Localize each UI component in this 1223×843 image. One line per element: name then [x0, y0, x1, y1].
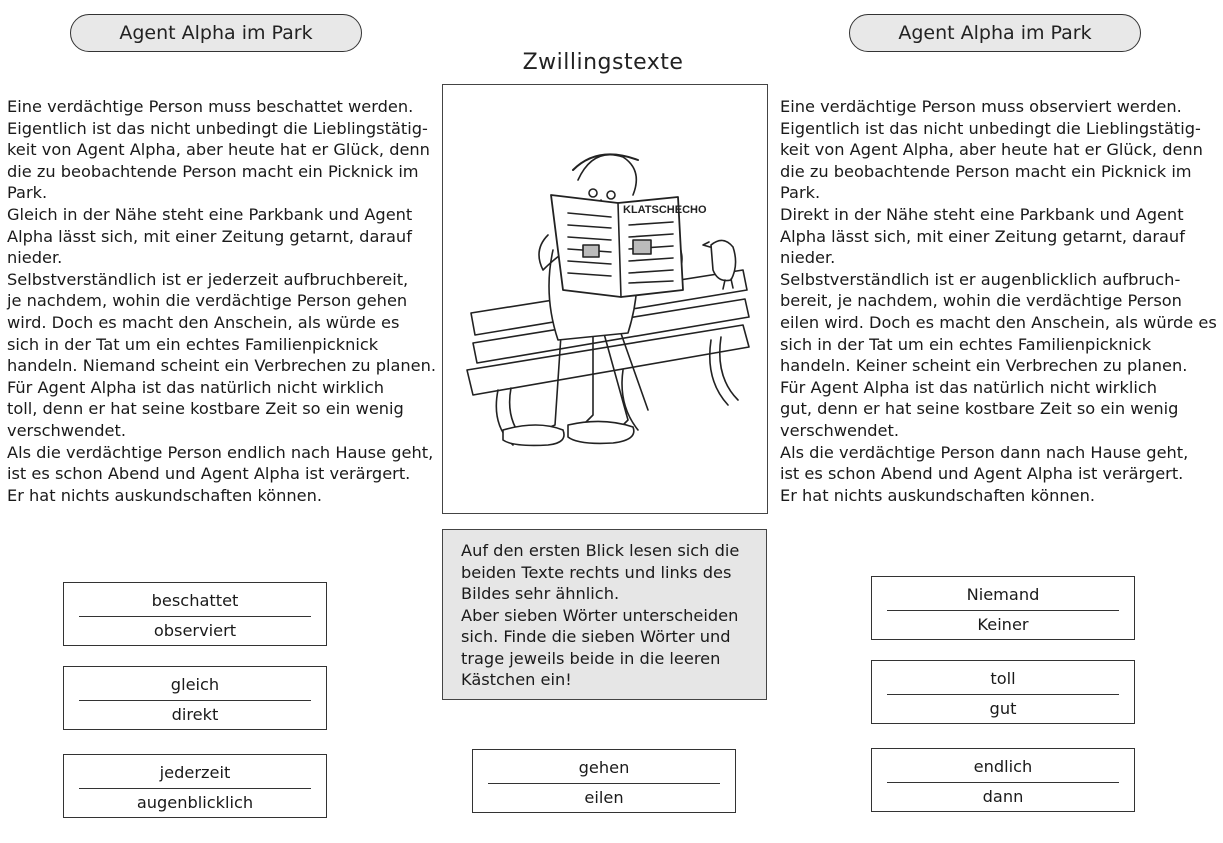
text-line: Gleich in der Nähe steht eine Parkbank und Agent [7, 204, 413, 224]
text-line: Selbstverständlich ist er jederzeit aufbruchbereit, [7, 269, 409, 289]
word-pair-right-word: gut [989, 699, 1017, 718]
word-pair-right-word: augenblicklich [136, 793, 254, 812]
left-text-block [7, 96, 437, 506]
text-line: Eigentlich ist das nicht unbedingt die Lieblingstätig- [7, 118, 428, 138]
text-line: verschwendet. [7, 420, 126, 440]
instruction-box [442, 529, 767, 700]
instruction-line: Bildes sehr ähnlich. [461, 584, 620, 603]
word-pair-right-word: direkt [171, 705, 219, 724]
instruction-line: trage jeweils beide in die leeren [461, 648, 721, 668]
text-line: verschwendet. [780, 420, 899, 440]
word-pair-left-word: toll [990, 669, 1016, 688]
man-reading-newspaper-on-bench-illustration [443, 85, 767, 513]
word-pair-box [63, 754, 327, 818]
word-pair-box [472, 749, 736, 813]
text-line: Er hat nichts auskundschaften können. [780, 485, 1096, 505]
word-pair-right-word: dann [982, 787, 1024, 806]
text-line: Park. [7, 183, 48, 203]
worksheet-title-left-text: Agent Alpha im Park [119, 22, 313, 44]
word-pair-right-word: eilen [584, 788, 624, 807]
word-pair-divider [79, 788, 311, 789]
word-pair-divider [887, 782, 1119, 783]
text-line: die zu beobachtende Person macht ein Picknick im [7, 161, 419, 181]
worksheet-title-right [849, 14, 1141, 52]
text-line: Eine verdächtige Person muss observiert werden. [780, 97, 1182, 116]
right-text-block [780, 96, 1220, 506]
text-line: sich in der Tat um ein echtes Familienpicknick [780, 334, 1152, 354]
text-line: gut, denn er hat seine kostbare Zeit so ein wenig [780, 399, 1179, 419]
text-line: Für Agent Alpha ist das natürlich nicht wirklich [7, 377, 384, 397]
text-line: keit von Agent Alpha, aber heute hat er Glück, denn [7, 140, 430, 160]
text-line: sich in der Tat um ein echtes Familienpicknick [7, 334, 379, 354]
word-pair-left-word: gehen [578, 758, 630, 777]
text-line: keit von Agent Alpha, aber heute hat er Glück, denn [780, 140, 1203, 160]
text-line: eilen wird. Doch es macht den Anschein, als würde es [780, 312, 1217, 332]
text-line: Er hat nichts auskundschaften können. [7, 485, 323, 505]
text-line: nieder. [780, 248, 836, 268]
text-line: Eigentlich ist das nicht unbedingt die Lieblingstätig- [780, 118, 1201, 138]
text-line: nieder. [7, 248, 63, 268]
instruction-line: Aber sieben Wörter unterscheiden [461, 605, 739, 625]
text-line: toll, denn er hat seine kostbare Zeit so ein wenig [7, 399, 404, 419]
word-pair-box [63, 666, 327, 730]
text-line: Direkt in der Nähe steht eine Parkbank und Agent [780, 204, 1184, 224]
text-line: Alpha lässt sich, mit einer Zeitung getarnt, darauf [7, 226, 412, 246]
word-pair-box [871, 576, 1135, 640]
word-pair-left-word: Niemand [966, 585, 1040, 604]
word-pair-left-word: jederzeit [159, 763, 231, 782]
text-line: je nachdem, wohin die verdächtige Person gehen [7, 291, 408, 311]
text-line: die zu beobachtende Person macht ein Picknick im [780, 161, 1192, 181]
instruction-line: Kästchen ein! [461, 670, 572, 689]
word-pair-left-word: beschattet [151, 591, 239, 610]
text-line: Selbstverständlich ist er augenblicklich aufbruch- [780, 269, 1181, 289]
worksheet-title-right-text: Agent Alpha im Park [898, 22, 1092, 44]
instruction-line: beiden Texte rechts und links des [461, 562, 732, 582]
text-line: Park. [780, 183, 821, 203]
text-line: Für Agent Alpha ist das natürlich nicht wirklich [780, 377, 1157, 397]
instruction-line: Auf den ersten Blick lesen sich die [461, 541, 740, 560]
text-line: ist es schon Abend und Agent Alpha ist verärgert. [780, 464, 1184, 484]
center-title: Zwillingstexte [522, 50, 684, 75]
text-line: wird. Doch es macht den Anschein, als würde es [7, 312, 400, 332]
newspaper-title: KLATSCHECHO [623, 204, 707, 216]
word-pair-box [871, 660, 1135, 724]
text-line: handeln. Niemand scheint ein Verbrechen zu planen. [7, 356, 437, 376]
word-pair-right-word: Keiner [977, 615, 1029, 634]
word-pair-divider [887, 610, 1119, 611]
word-pair-left-word: endlich [973, 757, 1033, 776]
text-line: bereit, je nachdem, wohin die verdächtige Person [780, 291, 1182, 311]
instruction-line: sich. Finde die sieben Wörter und [461, 627, 731, 646]
text-line: Als die verdächtige Person endlich nach Hause geht, [7, 442, 434, 462]
text-line: ist es schon Abend und Agent Alpha ist verärgert. [7, 464, 411, 484]
text-line: handeln. Keiner scheint ein Verbrechen zu planen. [780, 356, 1188, 376]
word-pair-right-word: observiert [153, 621, 237, 640]
text-line: Eine verdächtige Person muss beschattet werden. [7, 97, 414, 116]
word-pair-box [871, 748, 1135, 812]
word-pair-divider [488, 783, 720, 784]
word-pair-left-word: gleich [170, 675, 220, 694]
illustration-frame [442, 84, 768, 514]
text-line: Als die verdächtige Person dann nach Hause geht, [780, 442, 1189, 462]
word-pair-divider [79, 616, 311, 617]
text-line: Alpha lässt sich, mit einer Zeitung getarnt, darauf [780, 226, 1185, 246]
word-pair-divider [887, 694, 1119, 695]
worksheet-title-left [70, 14, 362, 52]
word-pair-box [63, 582, 327, 646]
word-pair-divider [79, 700, 311, 701]
